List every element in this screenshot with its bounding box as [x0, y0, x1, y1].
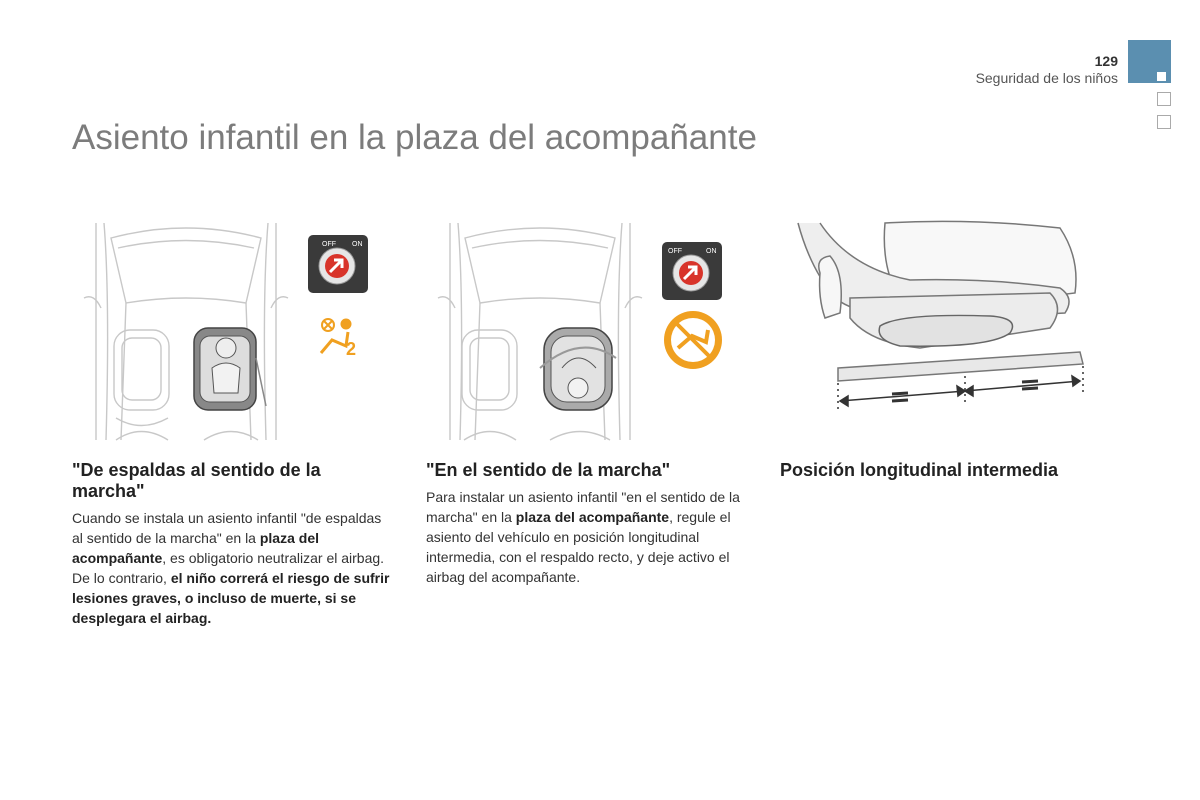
- body-text: Para instalar un asiento infantil "en el sentido de la marcha" en la: [426, 489, 740, 525]
- body-text: Cuando se instala un asiento infantil "de espaldas al sentido de la marcha" en la: [72, 510, 382, 546]
- svg-text:ON: ON: [352, 241, 363, 248]
- emphasis-text: el niño correrá el riesgo de sufrir lesiones graves, o incluso de muerte, si se desplegara el airbag.: [72, 570, 390, 626]
- rear-facing-heading: "De espaldas al sentido de la marcha": [72, 460, 321, 501]
- page-number: 129: [1094, 53, 1118, 69]
- chapter-tab-box: [1157, 115, 1171, 129]
- section-name: Seguridad de los niños: [975, 70, 1118, 86]
- no-rear-facing-seat-icon: [664, 311, 722, 369]
- airbag-off-switch-icon: [308, 235, 368, 293]
- svg-text:OFF: OFF: [668, 248, 682, 255]
- svg-text:2: 2: [346, 339, 357, 359]
- forward-facing-body: [426, 487, 756, 587]
- forward-facing-heading: "En el sentido de la marcha": [426, 460, 671, 480]
- body-text: , regule el asiento del vehículo en posición longitudinal intermedia, con el respaldo recto, y deje activo el airbag del acompañante.: [426, 509, 731, 585]
- seat-position-illustration: [790, 218, 1100, 418]
- rear-facing-seat-illustration: [76, 218, 376, 443]
- rear-facing-child-seat: [194, 328, 266, 410]
- chapter-tab-box: [1157, 92, 1171, 106]
- body-text: , es obligatorio neutralizar el airbag. De lo contrario,: [72, 550, 385, 586]
- svg-text:ON: ON: [706, 248, 717, 255]
- airbag-on-switch-icon: [662, 242, 722, 300]
- seat-position-heading: Posición longitudinal intermedia: [780, 460, 1059, 480]
- airbag-disabled-warning-icon: [321, 319, 356, 359]
- forward-facing-seat-illustration: [430, 218, 730, 443]
- rear-facing-body: [72, 508, 390, 628]
- forward-facing-child-seat: [540, 328, 616, 410]
- svg-text:OFF: OFF: [322, 241, 336, 248]
- emphasis-text: plaza del acompañante: [72, 530, 319, 566]
- emphasis-text: plaza del acompañante: [515, 509, 670, 525]
- page-title: Asiento infantil en la plaza del acompañante: [72, 118, 757, 157]
- chapter-tab-marker: [1157, 72, 1166, 81]
